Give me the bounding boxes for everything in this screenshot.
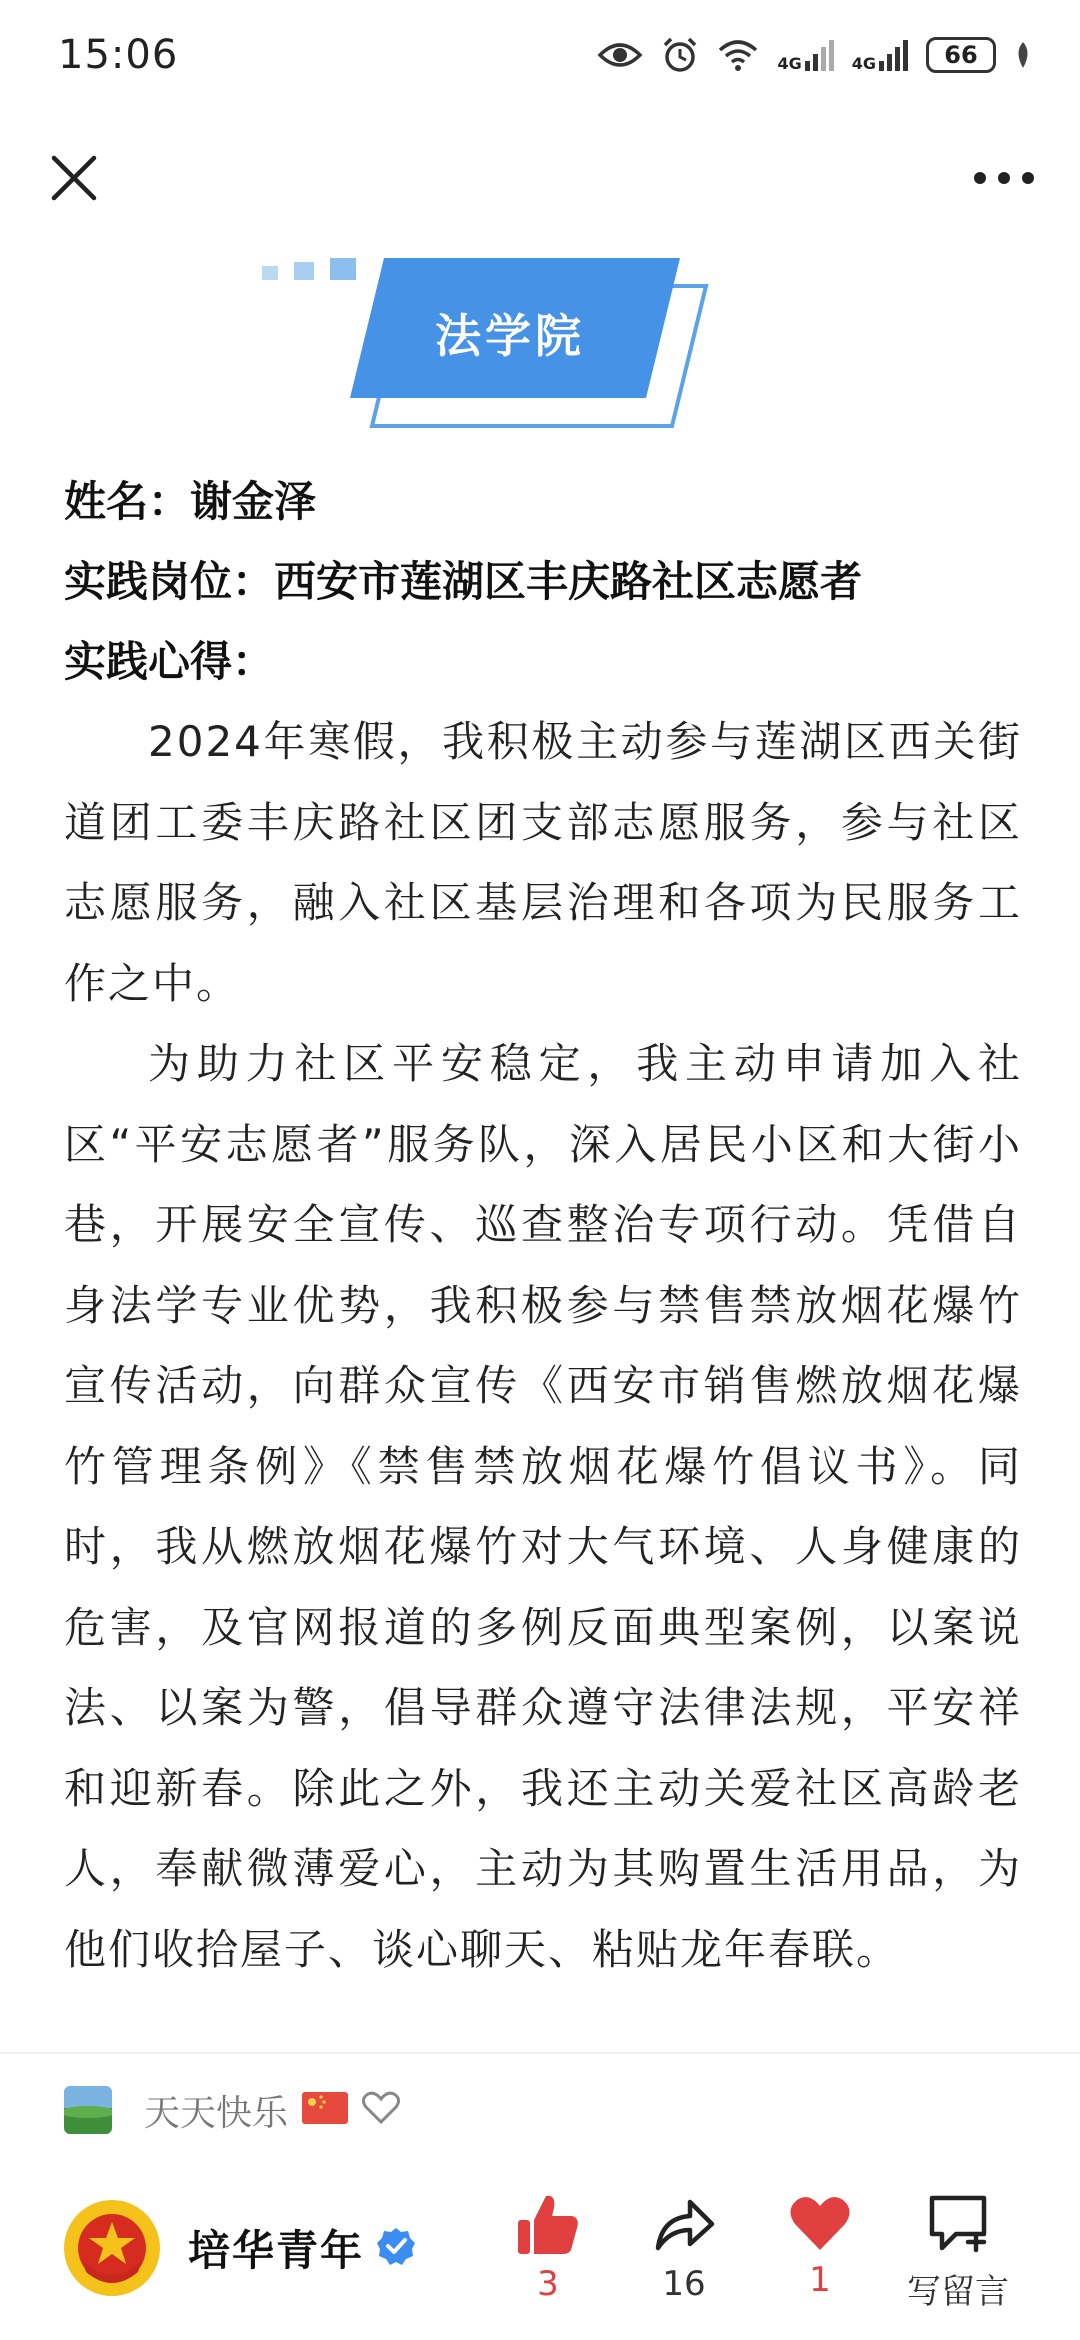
divider bbox=[0, 2052, 1080, 2054]
top-nav bbox=[0, 120, 1080, 236]
bottom-bar bbox=[0, 2170, 1080, 2340]
comment-icon bbox=[926, 2192, 990, 2258]
share-icon bbox=[652, 2192, 716, 2258]
network-type-1: 4G bbox=[777, 54, 802, 73]
banner-title: 法学院 bbox=[435, 309, 585, 363]
status-icons bbox=[597, 36, 1032, 74]
status-bar bbox=[0, 0, 1080, 110]
article-paragraph: 为助力社区平安稳定，我主动申请加入社区“平安志愿者”服务队，深入居民小区和大街小巷，开展安全宣传、巡查整治专项行动。凭借自身法学专业优势，我积极参与禁售禁放烟花爆竹宣传活动，向群众宣传《西安市销售燃放烟花爆竹管理条例》《禁售禁放烟花爆竹倡议书》。同时，我从燃放烟花爆竹对大气环境、人身健康的危害，及官网报道的多例反面典型案例，以案说法、以案为警，倡导群众遵守法律法规，平安祥和迎新春。除此之外，我还主动关爱社区高龄老人，奉献微薄爱心，主动为其购置生活用品，为他们收拾屋子、谈心聊天、粘贴龙年春联。 bbox=[64, 1039, 1022, 1974]
share-button[interactable] bbox=[624, 2192, 744, 2304]
account-logo bbox=[62, 2198, 162, 2298]
heart-icon bbox=[788, 2192, 852, 2254]
share-count: 16 bbox=[662, 2264, 706, 2304]
like-button[interactable] bbox=[488, 2192, 608, 2304]
section-banner bbox=[0, 250, 1080, 440]
china-flag-icon bbox=[302, 2092, 348, 2128]
signal-icon bbox=[878, 39, 908, 71]
battery-indicator: 66 bbox=[926, 37, 996, 73]
signal-group-2 bbox=[852, 39, 908, 71]
like-count: 3 bbox=[537, 2264, 559, 2304]
network-type-2: 4G bbox=[851, 54, 876, 73]
more-icon bbox=[972, 170, 1036, 186]
wifi-icon bbox=[717, 38, 759, 72]
heart-outline-icon[interactable] bbox=[362, 2091, 400, 2129]
write-comment-button[interactable] bbox=[898, 2192, 1018, 2313]
heart-button[interactable] bbox=[760, 2192, 880, 2300]
leaf-icon bbox=[1014, 40, 1032, 70]
more-options-button[interactable] bbox=[968, 142, 1040, 214]
article-paragraph: 2024年寒假，我积极主动参与莲湖区西关街道团工委丰庆路社区团支部志愿服务，参与社区志愿服务，融入社区基层治理和各项为民服务工作之中。 bbox=[64, 717, 1022, 1008]
position-line: 实践岗位：西安市莲湖区丰庆路社区志愿者 bbox=[64, 557, 863, 606]
signal-group-1 bbox=[777, 39, 833, 71]
signal-icon bbox=[804, 39, 834, 71]
status-time: 15:06 bbox=[58, 32, 179, 78]
thumbs-up-icon bbox=[516, 2192, 580, 2258]
name-line: 姓名：谢金泽 bbox=[64, 477, 317, 526]
comment-label: 写留言 bbox=[907, 2272, 1009, 2312]
reader-row[interactable] bbox=[64, 2082, 400, 2138]
heading-line: 实践心得： bbox=[64, 637, 275, 686]
account-name: 培华青年 bbox=[188, 2226, 365, 2275]
reader-avatar bbox=[64, 2086, 112, 2134]
eye-icon bbox=[597, 39, 643, 71]
close-button[interactable] bbox=[38, 142, 110, 214]
verified-badge-icon bbox=[376, 2226, 416, 2270]
heart-count: 1 bbox=[809, 2260, 831, 2300]
account-info[interactable] bbox=[62, 2198, 416, 2298]
reader-name: 天天快乐 bbox=[144, 2092, 289, 2134]
close-icon bbox=[48, 152, 100, 204]
article-body bbox=[64, 462, 1022, 2050]
alarm-icon bbox=[661, 36, 699, 74]
